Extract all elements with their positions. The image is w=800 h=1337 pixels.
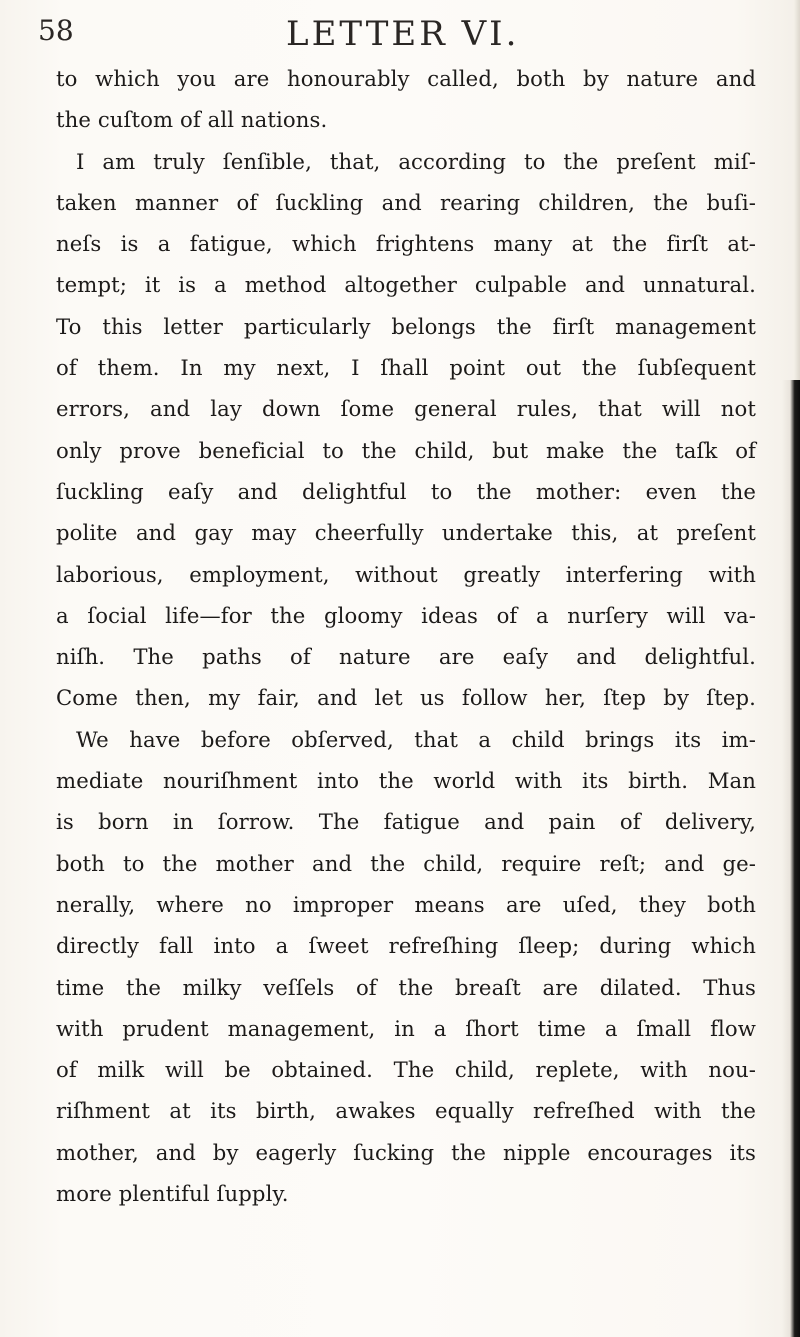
text-line: errors, and lay down ſome general rules, that will not [56, 396, 756, 422]
text-line: a ſocial life—for the gloomy ideas of a nurſery will va- [56, 602, 756, 628]
text-line: only prove beneficial to the child, but make the taſk of [56, 437, 756, 463]
text-line: nerally, where no improper means are uſed, they both [56, 891, 756, 917]
text-line: the cuſtom of all nations. [56, 107, 328, 133]
text-line: directly fall into a ſweet refreſhing ſleep; during which [56, 933, 756, 959]
text-line: of milk will be obtained. The child, replete, with nou- [56, 1057, 756, 1083]
text-line: taken manner of ſuckling and rearing children, the buſi- [56, 189, 756, 215]
page-header [38, 14, 758, 64]
text-line: mediate nouriſhment into the world with its birth. Man [56, 768, 756, 794]
running-head: LETTER VI. [286, 14, 520, 54]
text-line: ſuckling eaſy and delightful to the mother: even the [56, 478, 756, 504]
text-line: We have before obſerved, that a child brings its im- [76, 726, 756, 752]
text-line: Come then, my fair, and let us follow her, ſtep by ſtep. [56, 685, 756, 711]
text-line: riſhment at its birth, awakes equally refreſhed with the [56, 1098, 756, 1124]
text-line: both to the mother and the child, require reſt; and ge- [56, 850, 756, 876]
text-line: mother, and by eagerly ſucking the nipple encourages its [56, 1139, 756, 1165]
text-line: with prudent management, in a ſhort time a ſmall flow [56, 1015, 756, 1041]
text-line: polite and gay may cheerfully undertake this, at preſent [56, 520, 756, 546]
page-number: 58 [38, 14, 74, 47]
text-line: tempt; it is a method altogether culpable and unnatural. [56, 272, 756, 298]
text-line: of them. In my next, I ſhall point out the ſubſequent [56, 355, 756, 381]
text-line: neſs is a fatigue, which frightens many at the firſt at- [56, 231, 756, 257]
text-line: niſh. The paths of nature are eaſy and delightful. [56, 644, 756, 670]
page-edge-shadow-top [794, 0, 800, 380]
text-line: is born in ſorrow. The fatigue and pain of delivery, [56, 809, 756, 835]
text-line: more plentiful ſupply. [56, 1181, 289, 1207]
text-line: I am truly ſenſible, that, according to the preſent miſ- [76, 148, 756, 174]
text-line: to which you are honourably called, both by nature and [56, 66, 756, 91]
text-line: time the milky veſſels of the breaſt are dilated. Thus [56, 974, 756, 1000]
text-line: laborious, employment, without greatly interfering with [56, 561, 756, 587]
body-text [56, 58, 756, 1214]
text-line: To this letter particularly belongs the firſt management [56, 313, 756, 339]
page-edge-binding [782, 380, 800, 1337]
